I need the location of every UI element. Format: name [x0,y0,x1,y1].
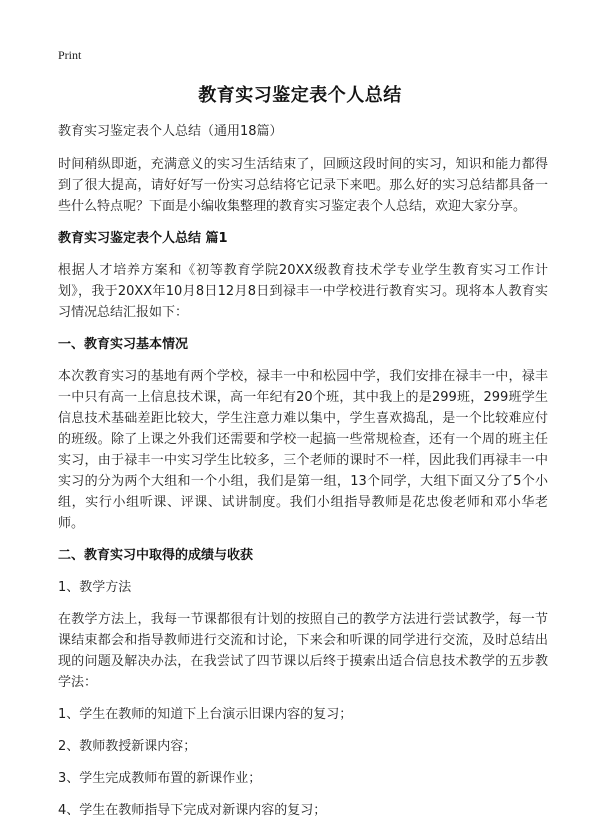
section1-paragraph: 本次教育实习的基地有两个学校，禄丰一中和松园中学，我们安排在禄丰一中，禄丰一中只有高一上信息技术课，高一年纪有20个班，其中我上的是299班，299班学生信息技术基础差距比较大，学生注意力难以集中，学生喜欢捣乱，是一个比较难应付的班级。除了上课之外我们还需要和学校一起搞一些常规检查，还有一个周的班主任实习，由于禄丰一中实习学生比较多，三个老师的课时不一样，因此我们再禄丰一中实习的分为两个大组和一个小组，我们是第一组，13个同学，大组下面又分了5个小组，实行小组听课、评课、试讲制度。我们小组指导教师是花忠俊老师和邓小华老师。 [58,369,548,531]
section1-heading: 一、教育实习基本情况 [58,337,189,352]
subsection1-heading: 1、教学方法 [58,580,132,595]
step-item: 4、学生在教师指导下完成对新课内容的复习； [58,803,327,818]
step-item: 3、学生完成教师布置的新课作业； [58,771,262,786]
subsection1-paragraph: 在教学方法上，我每一节课都很有计划的按照自己的教学方法进行尝试教学，每一节课结束都会和指导教师进行交流和讨论，下来会和听课的同学进行交流，及时总结出现的问题及解决办法，在我尝试了四节课以后终于摸索出适合信息技术教学的五步教学法： [58,612,548,690]
article-intro-paragraph: 根据人才培养方案和《初等教育学院20XX级教育技术学专业学生教育实习工作计划》，我于20XX年10月8日12月8日到禄丰一中学校进行教育实习。现将本人教育实习情况总结汇报如下： [58,263,548,320]
print-link[interactable]: Print [58,48,82,62]
document-subtitle: 教育实习鉴定表个人总结（通用18篇） [58,124,283,139]
article-body [58,121,548,832]
step-item: 1、学生在教师的知道下上台演示旧课内容的复习； [58,707,353,722]
section2-heading: 二、教育实习中取得的成绩与收获 [58,548,254,563]
article-heading: 教育实习鉴定表个人总结 篇1 [58,231,228,246]
step-item: 2、教师教授新课内容； [58,739,197,754]
page-title: 教育实习鉴定表个人总结 [198,85,402,106]
intro-paragraph: 时间稍纵即逝，充满意义的实习生活结束了，回顾这段时间的实习，知识和能力都得到了很大提高，请好好写一份实习总结将它记录下来吧。那么好的实习总结都具备一些什么特点呢？下面是小编收集整理的教育实习鉴定表个人总结，欢迎大家分享。 [58,157,548,214]
